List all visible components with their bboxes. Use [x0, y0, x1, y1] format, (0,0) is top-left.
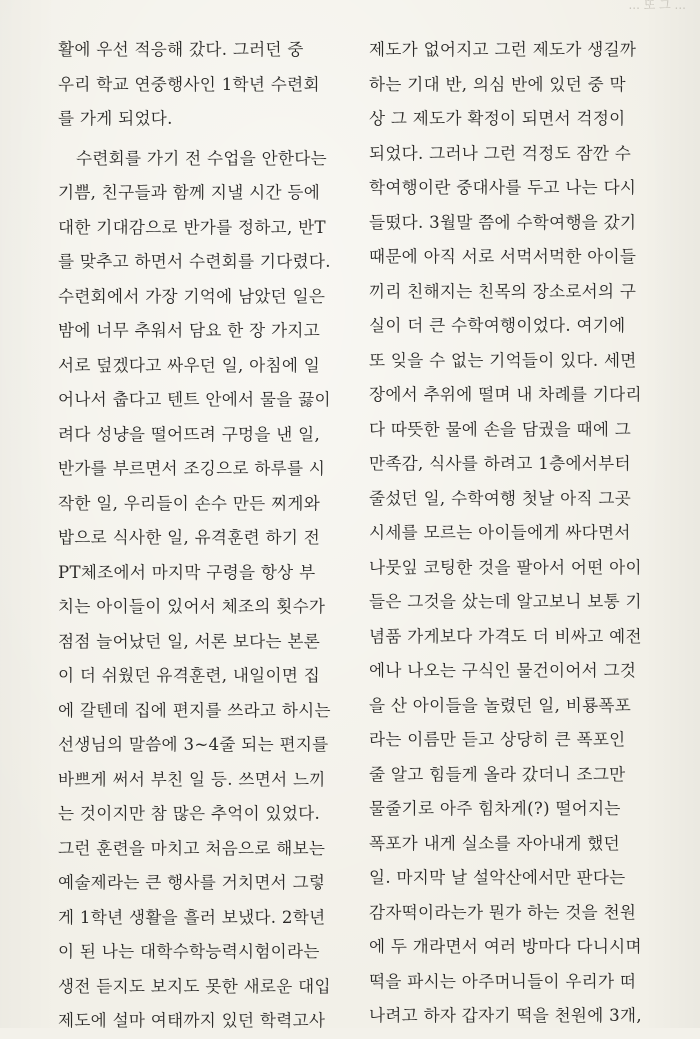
text-line: 반가를 부르면서 조깅으로 하루를 시: [58, 459, 326, 478]
right-text-column: [369, 33, 645, 1034]
text-line: 우리 학교 연중행사인 1학년 수련회: [58, 74, 320, 94]
text-line: 에나 나오는 구식인 물건이어서 그것: [369, 661, 637, 680]
text-line: 대한 기대감으로 반가를 정하고, 반T: [58, 217, 326, 237]
text-line: 만족감, 식사를 하려고 1층에서부터: [369, 454, 631, 473]
text-line: 폭포가 내게 실소를 자아내게 했던: [369, 833, 620, 853]
text-line: 줄섰던 일, 수학여행 첫날 아직 그곳: [369, 488, 632, 508]
text-line: 되었다. 그러나 그런 걱정도 잠깐 수: [369, 143, 632, 163]
text-line: 에 두 개라면서 여러 방마다 다니시며: [369, 937, 642, 956]
text-line: 선생님의 말씀에 3~4줄 되는 편지를: [58, 735, 329, 754]
text-line: 실이 더 큰 수학여행이었다. 여기에: [369, 316, 626, 335]
text-line: PT체조에서 마지막 구령을 항상 부: [58, 562, 316, 582]
text-line: 치는 아이들이 있어서 체조의 횟수가: [58, 597, 326, 616]
text-line: 일. 마지막 날 설악산에서만 판다는: [369, 868, 626, 887]
text-line: 떡을 파시는 아주머니들이 우리가 떠: [369, 971, 637, 991]
text-line: 장에서 추위에 떨며 내 차례를 기다리: [369, 385, 642, 404]
text-line: 기쁨, 친구들과 함께 지낼 시간 등에: [58, 183, 321, 202]
text-line: 예술제라는 큰 행사를 거치면서 그렇: [58, 873, 326, 892]
text-line: 작한 일, 우리들이 손수 만든 찌게와: [58, 493, 321, 513]
text-line: 밤에 너무 추워서 담요 한 장 가지고: [58, 321, 321, 340]
text-line: 이 더 쉬웠던 유격훈련, 내일이면 집: [58, 666, 321, 685]
text-line: 제도가 없어지고 그런 제도가 생길까: [369, 40, 637, 59]
text-line: 수련회에서 가장 기억에 남았던 일은: [58, 286, 326, 306]
running-head: ... 또 그 ...: [628, 0, 686, 12]
text-line: 념품 가게보다 가격도 더 비싸고 예전: [369, 626, 642, 646]
text-line: 밥으로 식사한 일, 유격훈련 하기 전: [58, 528, 321, 547]
text-line: 는 것이지만 참 많은 추억이 있었다.: [58, 804, 321, 823]
text-line: 제도에 설마 여태까지 있던 학력고사: [58, 1011, 326, 1030]
text-line: 에 갈텐데 집에 편지를 쓰라고 하시는: [58, 700, 331, 720]
text-line: 줄 알고 힘들게 올라 갔더니 조그만: [369, 764, 626, 784]
paragraph-start-line: 수련회를 가기 전 수업을 안한다는: [76, 148, 327, 168]
text-line: 들은 그것을 샀는데 알고보니 보통 기: [369, 592, 642, 611]
text-line: 그런 훈련을 마치고 처음으로 해보는: [58, 838, 326, 858]
text-line: 나려고 하자 갑자기 떡을 천원에 3개,: [369, 1006, 642, 1025]
text-line: 나뭇잎 코팅한 것을 팔아서 어떤 아이: [369, 557, 642, 577]
text-line: 를 맞추고 하면서 수련회를 기다렸다.: [58, 252, 331, 271]
text-line: 학여행이란 중대사를 두고 나는 다시: [369, 178, 637, 197]
text-line: 바쁘게 써서 부친 일 등. 쓰면서 느끼: [58, 769, 326, 789]
text-line: 들떴다. 3월말 쯤에 수학여행을 갔기: [369, 212, 637, 232]
text-line: 상 그 제도가 확정이 되면서 걱정이: [369, 109, 626, 128]
left-text-column: [58, 33, 334, 1039]
text-line: 또 잊을 수 없는 기억들이 있다. 세면: [369, 350, 637, 370]
text-line: 려다 성냥을 떨어뜨려 구멍을 낸 일,: [58, 424, 321, 444]
text-line: 생전 듣지도 보지도 못한 새로운 대입: [58, 976, 331, 996]
text-line: 때문에 아직 서로 서먹서먹한 아이들: [369, 247, 637, 266]
text-line: 끼리 친해지는 친목의 장소로서의 구: [369, 281, 637, 301]
text-line: 게 1학년 생활을 흘러 보냈다. 2학년: [58, 907, 326, 927]
text-line: 물줄기로 아주 힘차게(?) 떨어지는: [369, 799, 621, 818]
text-line: 어나서 춥다고 텐트 안에서 물을 끓이: [58, 390, 331, 409]
text-line: 점점 늘어났던 일, 서론 보다는 본론: [58, 631, 321, 651]
text-line: 하는 기대 반, 의심 반에 있던 중 막: [369, 74, 626, 94]
text-line: 시세를 모르는 아이들에게 싸다면서: [369, 523, 631, 542]
text-line: 라는 이름만 듣고 상당히 큰 폭포인: [369, 730, 626, 749]
text-line: 활에 우선 적응해 갔다. 그러던 중: [58, 40, 304, 59]
text-line: 을 산 아이들을 놀렸던 일, 비룡폭포: [369, 695, 632, 715]
text-line: 다 따뜻한 물에 손을 담궜을 때에 그: [369, 419, 632, 439]
text-line: 를 가게 되었다.: [58, 109, 173, 128]
text-line: 서로 덮겠다고 싸우던 일, 아침에 일: [58, 355, 321, 375]
text-line: 감자떡이라는가 뭔가 하는 것을 천원: [369, 902, 637, 922]
text-line: 이 된 나는 대학수학능력시험이라는: [58, 942, 320, 961]
